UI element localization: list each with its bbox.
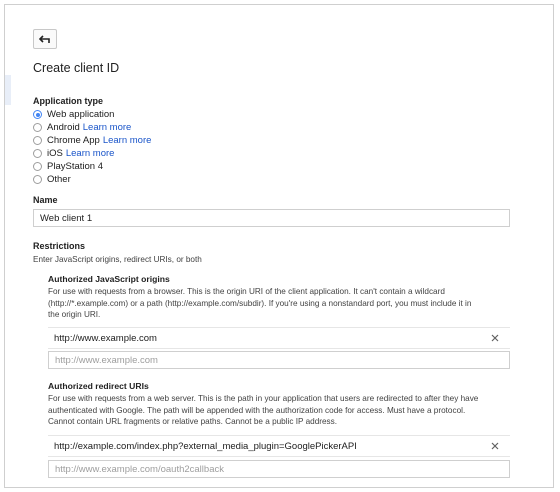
remove-redirect-uri-button[interactable]	[488, 439, 502, 453]
create-client-id-panel	[4, 4, 554, 488]
restrictions-label: Restrictions	[33, 241, 86, 251]
js-origins-label: Authorized JavaScript origins	[48, 274, 170, 284]
redirect-uris-help-line: authenticated with Google. The path will be appended with the authorization code for access. Must have a protocol.	[48, 405, 466, 415]
radio-chrome-app[interactable]	[33, 134, 151, 147]
radio-ios[interactable]	[33, 147, 151, 160]
radio-other[interactable]	[33, 173, 151, 186]
back-arrow-icon	[39, 35, 51, 44]
radio-label: PlayStation 4	[47, 161, 103, 172]
application-type-label: Application type	[33, 96, 104, 106]
ios-learn-more-link[interactable]: Learn more	[65, 148, 115, 159]
page-title: Create client ID	[33, 61, 120, 75]
radio-label: Android	[47, 122, 80, 133]
radio-playstation-4[interactable]	[33, 160, 151, 173]
js-origin-entry	[48, 327, 510, 349]
js-origin-entry-value: http://www.example.com	[54, 332, 157, 344]
left-accent-bar	[5, 75, 11, 105]
redirect-uris-help-line: Cannot contain URL fragments or relative paths. Cannot be a public IP address.	[48, 417, 338, 426]
name-input[interactable]	[33, 209, 510, 227]
js-origins-help	[48, 286, 513, 321]
redirect-uri-entry	[48, 435, 510, 457]
redirect-uri-entry-value: http://example.com/index.php?external_media_plugin=GooglePickerAPI	[54, 440, 357, 452]
radio-button[interactable]	[33, 136, 42, 145]
redirect-uris-help	[48, 393, 513, 428]
application-type-radio-group	[33, 108, 151, 186]
chrome-app-learn-more-link[interactable]: Learn more	[102, 135, 152, 146]
radio-android[interactable]	[33, 121, 151, 134]
android-learn-more-link[interactable]: Learn more	[82, 122, 132, 133]
js-origins-help-line: (http://*.example.com) or a path (http://example.com/subdir). If you're using a nonstandard port, you must include it in	[48, 298, 472, 308]
redirect-uris-help-line: For use with requests from a web server. This is the path in your application that users are redirected to after they have	[48, 394, 479, 403]
radio-label: Other	[47, 174, 71, 185]
radio-label: iOS	[47, 148, 63, 159]
radio-button[interactable]	[33, 162, 42, 171]
name-label: Name	[33, 195, 58, 205]
js-origin-input[interactable]	[48, 351, 510, 369]
radio-button[interactable]	[33, 149, 42, 158]
js-origins-help-line: For use with requests from a browser. This is the origin URI of the client application. It can't contain a wildcard	[48, 287, 445, 296]
close-icon	[491, 442, 499, 450]
redirect-uris-label: Authorized redirect URIs	[48, 381, 149, 391]
close-icon	[491, 334, 499, 342]
back-button[interactable]	[33, 29, 57, 49]
radio-button[interactable]	[33, 110, 42, 119]
radio-button[interactable]	[33, 175, 42, 184]
js-origins-help-line: the origin URI.	[48, 310, 101, 319]
redirect-uri-input[interactable]	[48, 460, 510, 478]
restrictions-help: Enter JavaScript origins, redirect URIs, or both	[33, 255, 202, 264]
radio-label: Web application	[47, 109, 115, 120]
radio-label: Chrome App	[47, 135, 100, 146]
remove-js-origin-button[interactable]	[488, 331, 502, 345]
radio-button[interactable]	[33, 123, 42, 132]
radio-web-application[interactable]	[33, 108, 151, 121]
